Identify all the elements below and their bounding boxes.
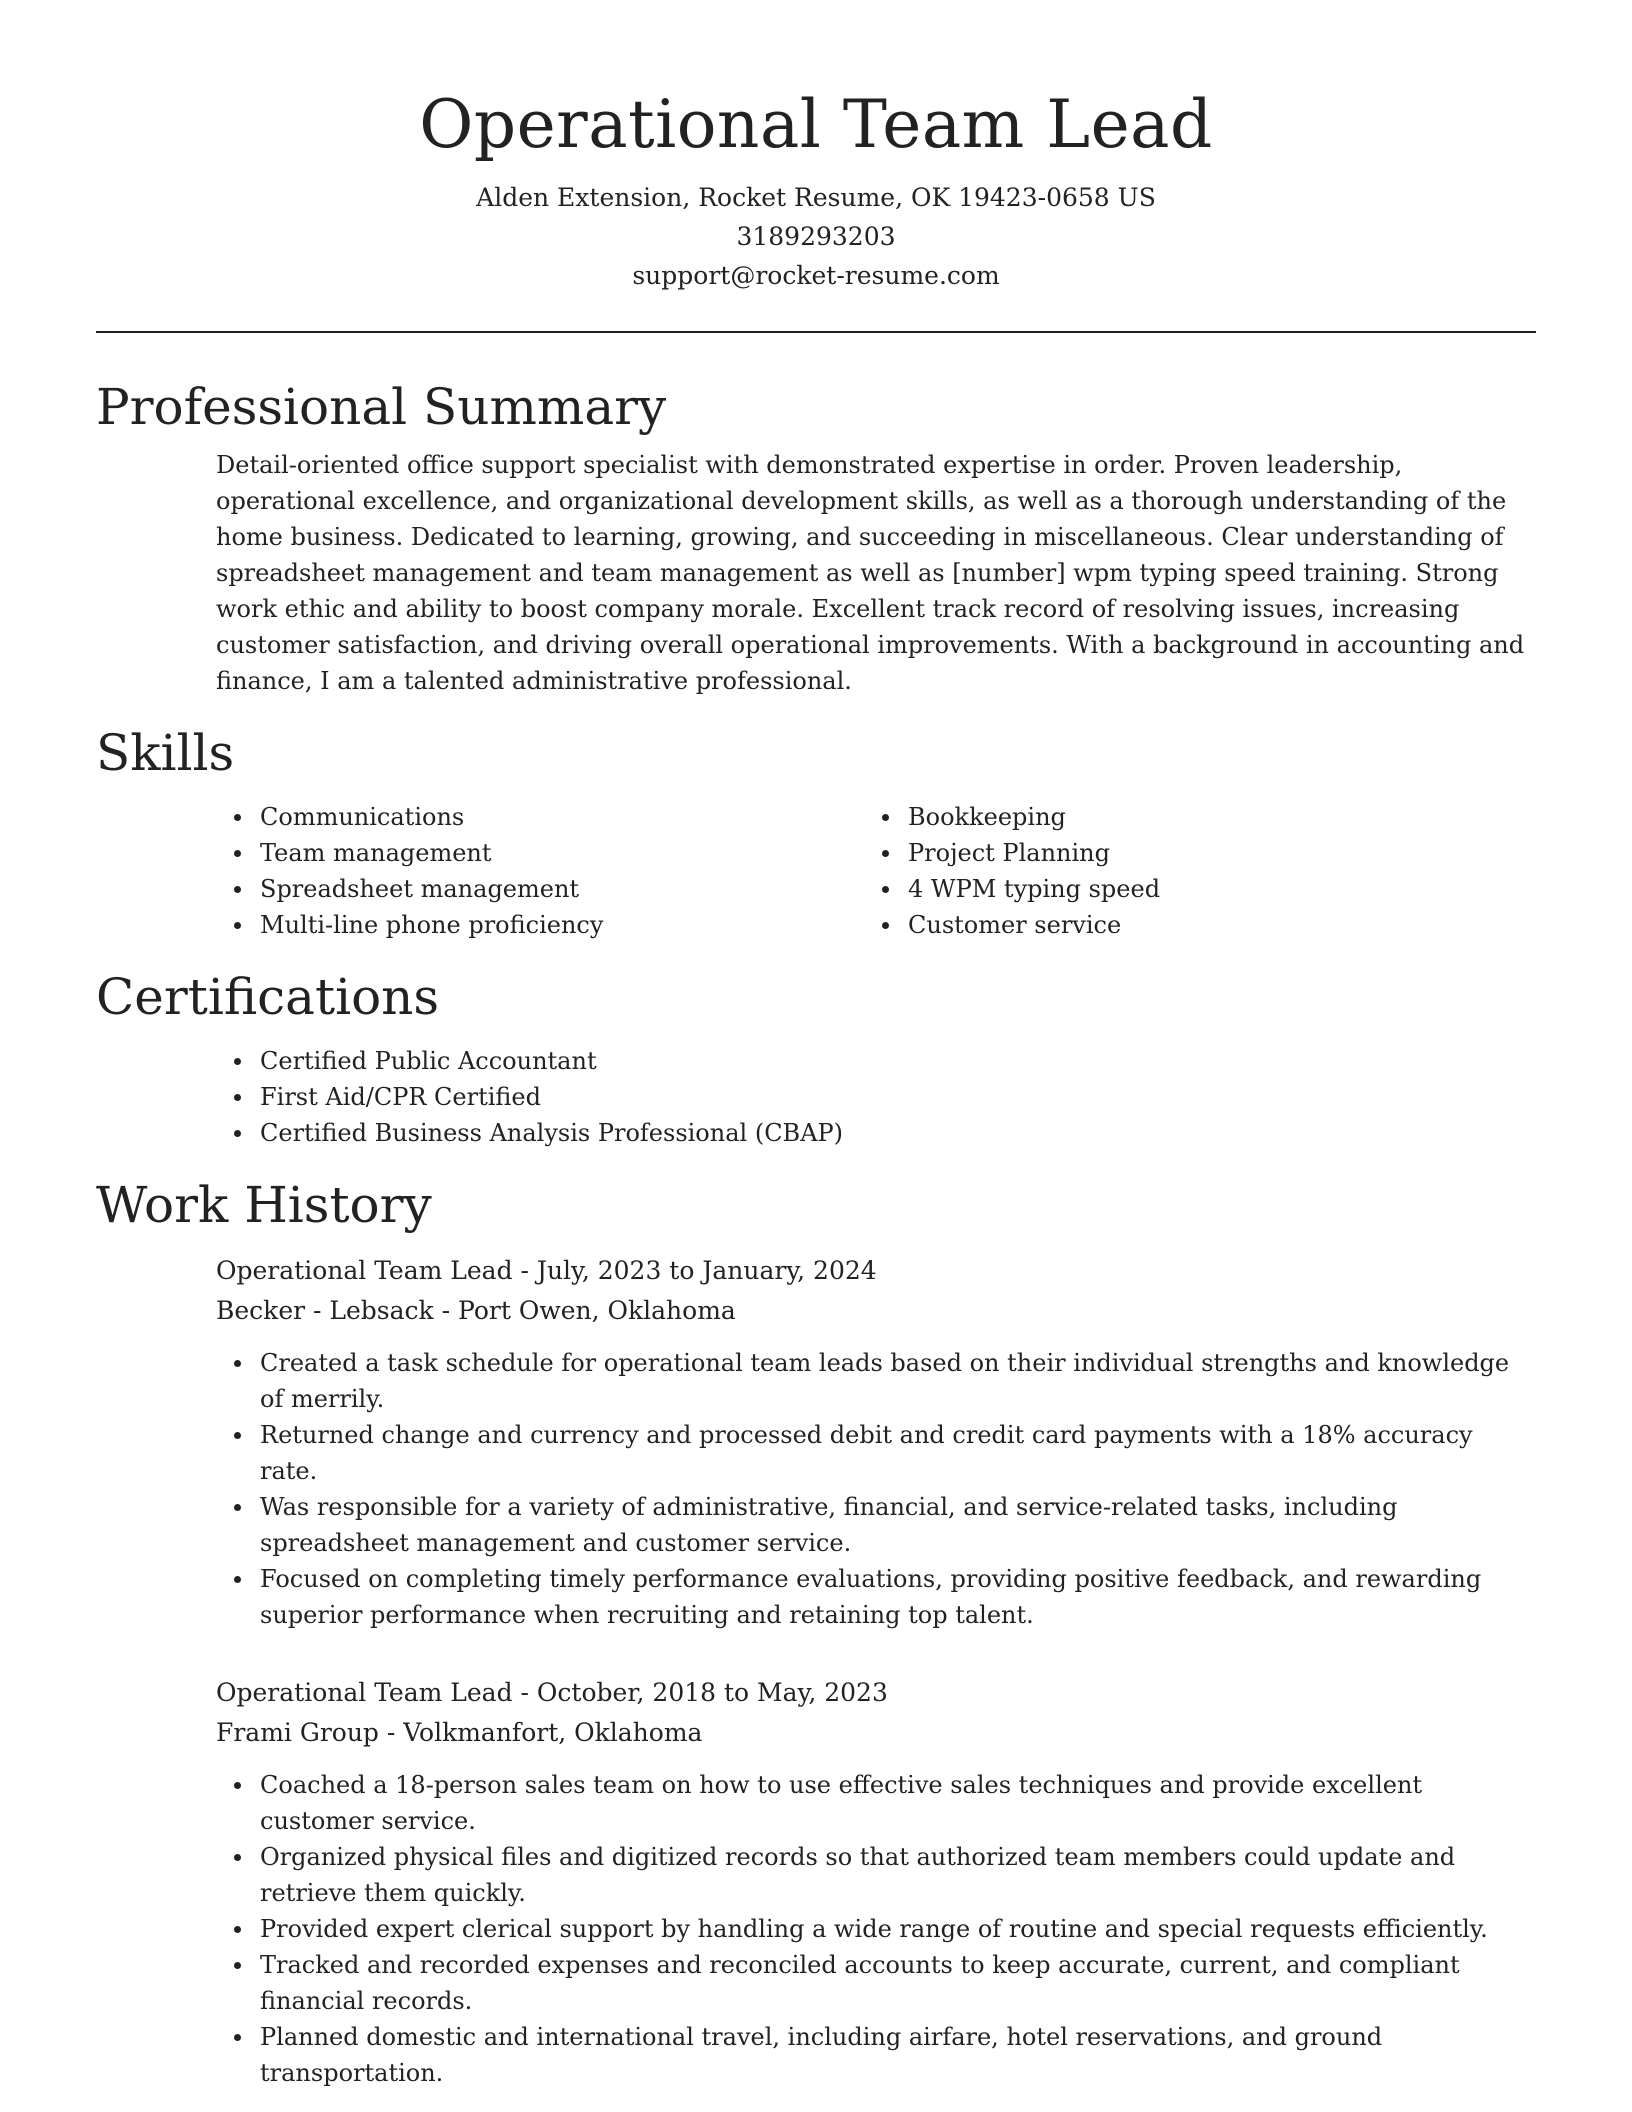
- contact-email: support@rocket-resume.com: [632, 261, 1000, 290]
- summary-heading: Professional Summary: [96, 378, 667, 436]
- skill-item: Spreadsheet management: [260, 871, 864, 907]
- contact-phone: 3189293203: [736, 222, 896, 251]
- job-bullet: Was responsible for a variety of administrative, financial, and service-related tasks, including spreadsheet management and customer service.: [260, 1489, 1536, 1561]
- skills-column-right: [864, 799, 1512, 943]
- contact-block: [96, 178, 1536, 295]
- skills-section: [96, 721, 1536, 943]
- job-company: Frami Group - Volkmanfort, Oklahoma: [216, 1718, 703, 1747]
- summary-text: Detail-oriented office support specialist with demonstrated expertise in order. Proven leadership, operational excellence, and organizational development skills, as well as a thorough understanding of the home business. Dedicated to learning, growing, and succeeding in miscellaneous. Clear understanding of spreadsheet management and team management as well as [number] wpm typing speed training. Strong work ethic and ability to boost company morale. Excellent track record of resolving issues, increasing customer satisfaction, and driving overall operational improvements. With a background in accounting and finance, I am a talented administrative professional.: [216, 451, 1525, 695]
- skills-grid: [216, 799, 1536, 943]
- job-bullet: Provided expert clerical support by handling a wide range of routine and special requests efficiently.: [260, 1911, 1536, 1947]
- skill-item: Bookkeeping: [908, 799, 1512, 835]
- skill-item: Team management: [260, 835, 864, 871]
- certification-item: Certified Public Accountant: [260, 1043, 1536, 1079]
- certification-item: First Aid/CPR Certified: [260, 1079, 1536, 1115]
- header-divider: [96, 331, 1536, 333]
- job-bullet: Organized physical files and digitized records so that authorized team members could update and retrieve them quickly.: [260, 1839, 1536, 1911]
- skill-item: Communications: [260, 799, 864, 835]
- certification-item: Certified Business Analysis Professional (CBAP): [260, 1115, 1536, 1151]
- certifications-heading: Certifications: [96, 968, 440, 1026]
- job-title: Operational Team Lead - July, 2023 to January, 2024: [216, 1256, 877, 1285]
- job-entry: [216, 1673, 1536, 2091]
- resume-page: [96, 0, 1536, 2091]
- certifications-section: [96, 965, 1536, 1151]
- resume-header: [96, 0, 1536, 295]
- skill-item: Multi-line phone proficiency: [260, 907, 864, 943]
- contact-address: Alden Extension, Rocket Resume, OK 19423-0658 US: [476, 183, 1156, 212]
- job-bullet: Coached a 18-person sales team on how to use effective sales techniques and provide excellent customer service.: [260, 1767, 1536, 1839]
- job-bullet: Planned domestic and international travel, including airfare, hotel reservations, and ground transportation.: [260, 2019, 1536, 2091]
- skills-column-left: [216, 799, 864, 943]
- job-bullet: Created a task schedule for operational team leads based on their individual strengths and knowledge of merrily.: [260, 1345, 1536, 1417]
- job-entry: [216, 1251, 1536, 1633]
- skill-item: Project Planning: [908, 835, 1512, 871]
- job-bullet: Tracked and recorded expenses and reconciled accounts to keep accurate, current, and compliant financial records.: [260, 1947, 1536, 2019]
- work-history-section: [96, 1173, 1536, 2091]
- skill-item: 4 WPM typing speed: [908, 871, 1512, 907]
- summary-section: [96, 375, 1536, 699]
- job-company: Becker - Lebsack - Port Owen, Oklahoma: [216, 1296, 736, 1325]
- work-history-heading: Work History: [96, 1176, 432, 1234]
- job-title: Operational Team Lead - October, 2018 to May, 2023: [216, 1678, 888, 1707]
- skills-heading: Skills: [96, 724, 235, 782]
- job-bullets: [216, 1767, 1536, 2091]
- job-bullet: Returned change and currency and processed debit and credit card payments with a 18% accuracy rate.: [260, 1417, 1536, 1489]
- skill-item: Customer service: [908, 907, 1512, 943]
- candidate-name: Operational Team Lead: [419, 86, 1213, 163]
- job-bullets: [216, 1345, 1536, 1633]
- certifications-list: [216, 1043, 1536, 1151]
- job-bullet: Focused on completing timely performance evaluations, providing positive feedback, and rewarding superior performance when recruiting and retaining top talent.: [260, 1561, 1536, 1633]
